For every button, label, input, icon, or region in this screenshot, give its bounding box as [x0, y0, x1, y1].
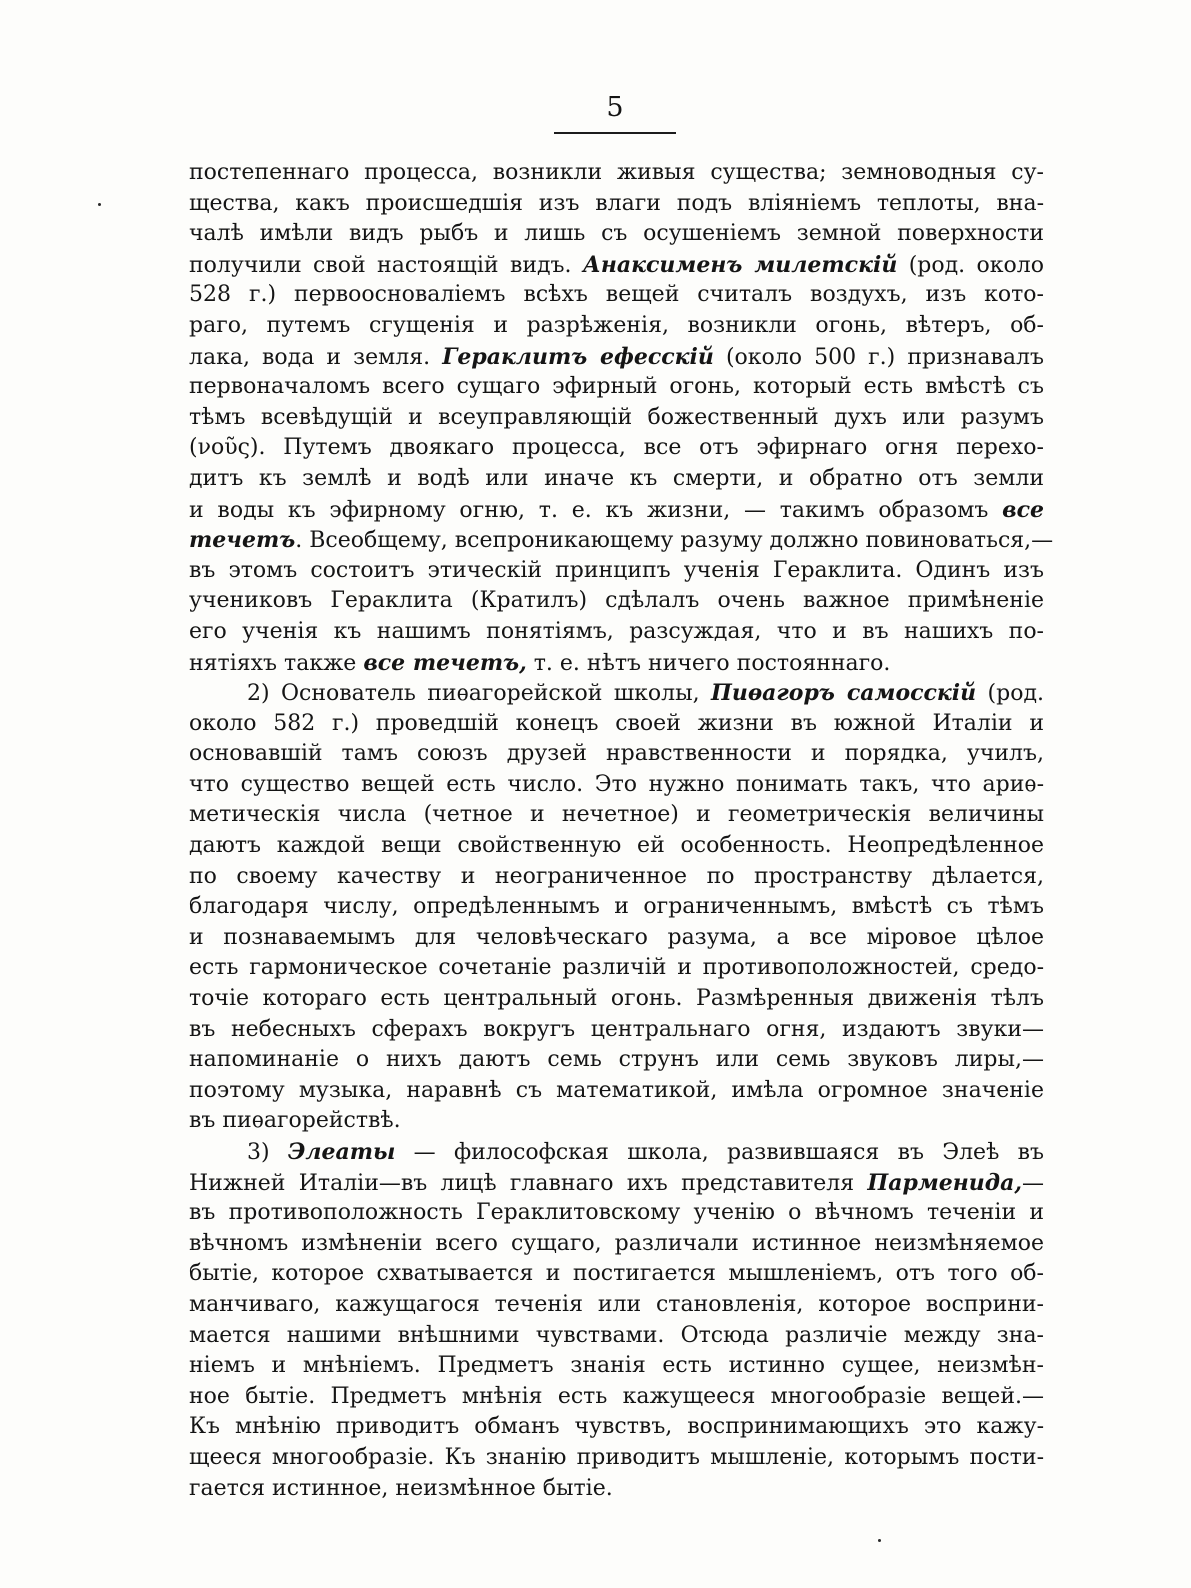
- text-line: [189, 1351, 1044, 1382]
- text-run: т. е. нѣтъ ничего постояннаго.: [526, 650, 891, 676]
- body-text: [189, 158, 1054, 1504]
- scan-speck: [878, 1539, 881, 1542]
- text-run: чалѣ имѣли видъ рыбъ и лишь съ осушеніемъ земной поверхности: [189, 221, 1044, 247]
- italic-term: Анаксименъ милетскій: [582, 251, 898, 278]
- text-line: [189, 1198, 1044, 1229]
- text-run: первоначаломъ всего сущаго эфирный огонь, который есть вмѣстѣ съ: [189, 374, 1044, 400]
- text-line: [189, 1137, 1044, 1168]
- text-run: мается нашими внѣшними чувствами. Отсюда различіе между зна-: [189, 1322, 1044, 1348]
- text-line: [189, 433, 1044, 464]
- text-run: раго, путемъ сгущенія и разрѣженія, возникли огонь, вѣтеръ, об-: [189, 312, 1044, 338]
- text-run: 3): [247, 1140, 288, 1165]
- text-run: его ученія къ нашимъ понятіямъ, разсуждая, что и въ нашихъ по-: [189, 618, 1044, 644]
- text-run: метическія числа (четное и нечетное) и геометрическія величины: [189, 802, 1044, 828]
- text-line: [189, 158, 1044, 189]
- text-line: [189, 892, 1044, 923]
- text-line: [189, 311, 1044, 342]
- text-run: (род. около: [897, 252, 1044, 278]
- text-run: — философская школа, развившаяся въ Элеѣ въ: [395, 1140, 1044, 1165]
- text-line: [189, 403, 1044, 434]
- text-run: . Всеобщему, всепроникающему разуму должно повиноваться,—: [295, 528, 1054, 554]
- text-line: [189, 1076, 1044, 1107]
- page-number-rule: [554, 132, 676, 134]
- text-run: поэтому музыка, наравнѣ съ математикой, имѣла огромное значеніе: [189, 1077, 1044, 1103]
- text-run: получили свой настоящій видъ.: [189, 252, 583, 278]
- text-run: нятіяхъ также: [189, 650, 364, 676]
- text-run: тѣмъ всевѣдущій и всеуправляющій божественный духъ или разумъ: [189, 404, 1044, 430]
- text-run: ніемъ и мнѣніемъ. Предметъ знанія есть истинно сущее, неизмѣн-: [189, 1353, 1044, 1379]
- italic-term: все: [1002, 496, 1044, 523]
- text-run: (род.: [976, 681, 1044, 707]
- text-line: [189, 1045, 1044, 1076]
- italic-term: Гераклитъ ефесскій: [442, 343, 714, 370]
- text-line: [189, 1412, 1044, 1443]
- text-line: [189, 923, 1044, 954]
- italic-term: Элеаты: [287, 1139, 396, 1165]
- text-line: [189, 342, 1044, 373]
- text-line: [189, 1168, 1044, 1199]
- text-line: [189, 189, 1044, 220]
- text-run: —: [1022, 1170, 1044, 1196]
- text-run: щееся многообразіе. Къ знанію приводитъ мышленіе, которымъ пости-: [189, 1444, 1044, 1470]
- text-line: [189, 1259, 1044, 1290]
- text-line: [189, 1229, 1044, 1260]
- text-line: [189, 464, 1044, 495]
- text-line: [189, 1382, 1044, 1413]
- text-run: напоминаніе о нихъ даютъ семь струнъ или семь звуковъ лиры,—: [189, 1047, 1044, 1073]
- text-run: щества, какъ происшедшія изъ влаги подъ вліяніемъ теплоты, вна-: [189, 190, 1044, 216]
- text-run: 2) Основатель пиѳагорейской школы,: [247, 681, 712, 707]
- text-line: [189, 678, 1044, 709]
- text-run: точіе котораго есть центральный огонь. Размѣренныя движенія тѣлъ: [189, 986, 1044, 1012]
- text-run: (νοῦς). Путемъ двоякаго процесса, все отъ эфирнаго огня перехо-: [189, 435, 1044, 461]
- text-line: [189, 800, 1044, 831]
- text-line: [189, 250, 1044, 281]
- text-run: лака, вода и земля.: [189, 344, 443, 370]
- text-run: даютъ каждой вещи свойственную ей особенность. Неопредѣленное: [189, 833, 1044, 859]
- text-line: [189, 648, 1044, 679]
- text-run: 528 г.) первоосноваліемъ всѣхъ вещей считалъ воздухъ, изъ кото-: [189, 282, 1044, 308]
- text-line: [189, 556, 1044, 587]
- text-line: [189, 586, 1044, 617]
- text-run: въ небесныхъ сферахъ вокругъ центральнаго огня, издаютъ звуки—: [189, 1016, 1044, 1042]
- text-run: и воды къ эфирному огню, т. е. къ жизни, — такимъ образомъ: [189, 497, 1003, 523]
- text-line: [189, 739, 1044, 770]
- text-line: [189, 831, 1044, 862]
- text-line: [189, 372, 1044, 403]
- text-run: Нижней Италіи—въ лицѣ главнаго ихъ представителя: [189, 1170, 868, 1196]
- text-run: Къ мнѣнію приводитъ обманъ чувствъ, воспринимающихъ это кажу-: [189, 1414, 1044, 1440]
- text-line: [189, 1443, 1044, 1474]
- text-run: есть гармоническое сочетаніе различій и противоположностей, средо-: [189, 955, 1044, 981]
- italic-term: Пиѳагоръ самосскій: [711, 680, 977, 707]
- italic-term: течетъ: [189, 527, 296, 554]
- text-run: манчиваго, кажущагося теченія или становленія, которое восприни-: [189, 1291, 1044, 1317]
- text-run: въ пиѳагорействѣ.: [189, 1108, 401, 1134]
- text-line: [189, 617, 1044, 648]
- text-run: вѣчномъ измѣненіи всего сущаго, различали истинное неизмѣняемое: [189, 1230, 1044, 1256]
- text-run: основавшій тамъ союзъ друзей нравственности и порядка, училъ,: [189, 741, 1044, 767]
- text-run: постепеннаго процесса, возникли живыя существа; земноводныя су-: [189, 160, 1044, 185]
- text-run: и познаваемымъ для человѣческаго разума, а все міровое цѣлое: [189, 924, 1044, 950]
- text-line: [189, 770, 1044, 801]
- text-line: [189, 1015, 1044, 1046]
- text-line: [189, 1290, 1044, 1321]
- text-line: [189, 495, 1044, 526]
- text-run: что существо вещей есть число. Это нужно понимать такъ, что ариѳ-: [189, 771, 1044, 797]
- italic-term: Парменида,: [867, 1169, 1022, 1196]
- text-line: [189, 280, 1044, 311]
- text-run: около 582 г.) проведшій конецъ своей жизни въ южной Италіи и: [189, 710, 1044, 736]
- text-line: [189, 953, 1044, 984]
- text-line: [189, 862, 1044, 893]
- text-line: [189, 525, 1054, 556]
- text-line: [189, 1106, 1044, 1137]
- text-line: [189, 984, 1044, 1015]
- text-run: по своему качеству и неограниченное по пространству дѣлается,: [189, 863, 1044, 889]
- text-run: благодаря числу, опредѣленнымъ и ограниченнымъ, вмѣстѣ съ тѣмъ: [189, 894, 1044, 920]
- text-line: [189, 709, 1044, 740]
- text-run: бытіе, которое схватывается и постигается мышленіемъ, отъ того об-: [189, 1261, 1044, 1287]
- text-line: [189, 1474, 1044, 1505]
- scan-speck: [98, 203, 101, 206]
- page-number: 5: [606, 92, 624, 123]
- italic-term: все течетъ,: [363, 649, 527, 676]
- text-run: учениковъ Гераклита (Кратилъ) сдѣлалъ очень важное примѣненіе: [189, 588, 1044, 614]
- text-run: (около 500 г.) признавалъ: [713, 344, 1044, 370]
- text-run: дитъ къ землѣ и водѣ или иначе къ смерти, и обратно отъ земли: [189, 465, 1044, 491]
- text-line: [189, 1321, 1044, 1352]
- text-run: въ противоположность Гераклитовскому ученію о вѣчномъ теченіи и: [189, 1200, 1044, 1226]
- text-line: [189, 219, 1044, 250]
- text-run: гается истинное, неизмѣнное бытіе.: [189, 1475, 613, 1501]
- text-run: въ этомъ состоитъ этическій принципъ ученія Гераклита. Одинъ изъ: [189, 557, 1044, 583]
- text-run: ное бытіе. Предметъ мнѣнія есть кажущееся многообразіе вещей.—: [189, 1383, 1044, 1409]
